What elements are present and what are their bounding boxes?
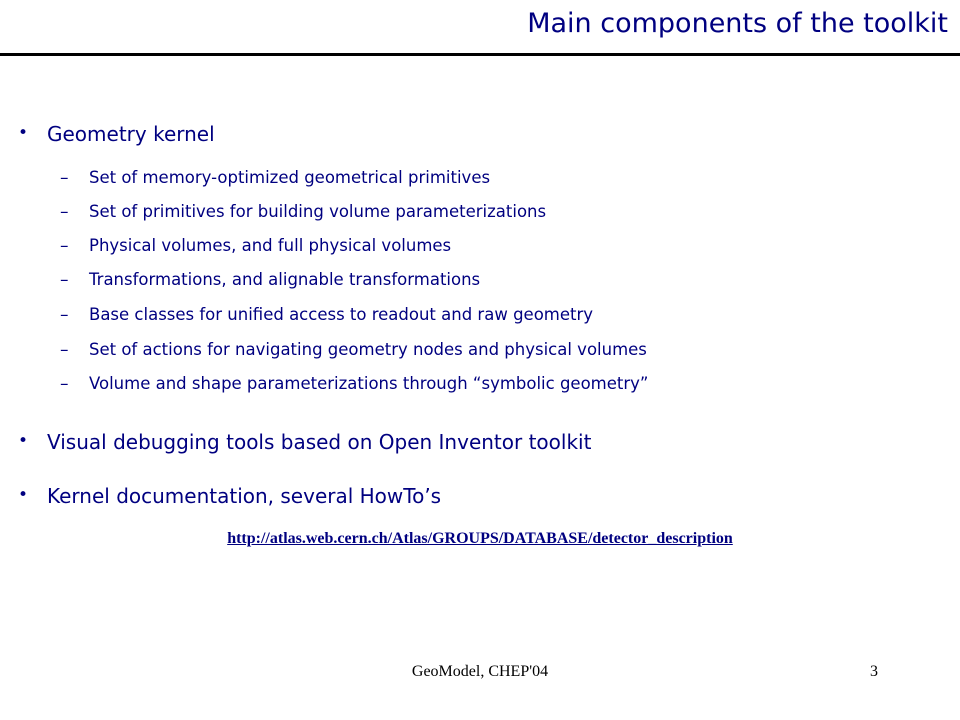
dash-marker: – (60, 374, 69, 394)
page-number: 3 (870, 663, 878, 680)
sub-item-text: Set of primitives for building volume parameterizations (89, 202, 547, 221)
sub-item-text: Physical volumes, and full physical volumes (89, 236, 452, 255)
list-item (0, 202, 960, 226)
bullet-marker: • (18, 431, 29, 451)
sub-item-text: Transformations, and alignable transformations (89, 270, 481, 289)
sub-item-text: Set of actions for navigating geometry nodes and physical volumes (89, 340, 647, 359)
footer-text: GeoModel, CHEP'04 (411, 663, 549, 680)
dash-marker: – (60, 340, 69, 360)
dash-marker: – (60, 270, 69, 290)
bullet-text: Visual debugging tools based on Open Inventor toolkit (47, 430, 592, 454)
list-item (0, 340, 960, 364)
bullet-marker: • (18, 123, 29, 143)
sub-item-text: Set of memory-optimized geometrical primitives (89, 168, 491, 187)
sub-item-text: Base classes for unified access to readout and raw geometry (89, 305, 594, 324)
dash-marker: – (60, 168, 69, 188)
list-item (0, 374, 960, 398)
bullet-text: Kernel documentation, several HowTo’s (47, 484, 442, 508)
list-item (0, 270, 960, 294)
dash-marker: – (60, 236, 69, 256)
bullet-marker: • (18, 485, 29, 505)
bullet-text: Geometry kernel (47, 122, 215, 146)
dash-marker: – (60, 305, 69, 325)
slide-title: Main components of the toolkit (527, 8, 948, 39)
list-item (0, 168, 960, 192)
documentation-link[interactable]: http://atlas.web.cern.ch/Atlas/GROUPS/DATABASE/detector_description (227, 530, 733, 547)
sub-item-text: Volume and shape parameterizations through “symbolic geometry” (89, 374, 649, 393)
list-item (0, 305, 960, 329)
list-item (0, 236, 960, 260)
dash-marker: – (60, 202, 69, 222)
